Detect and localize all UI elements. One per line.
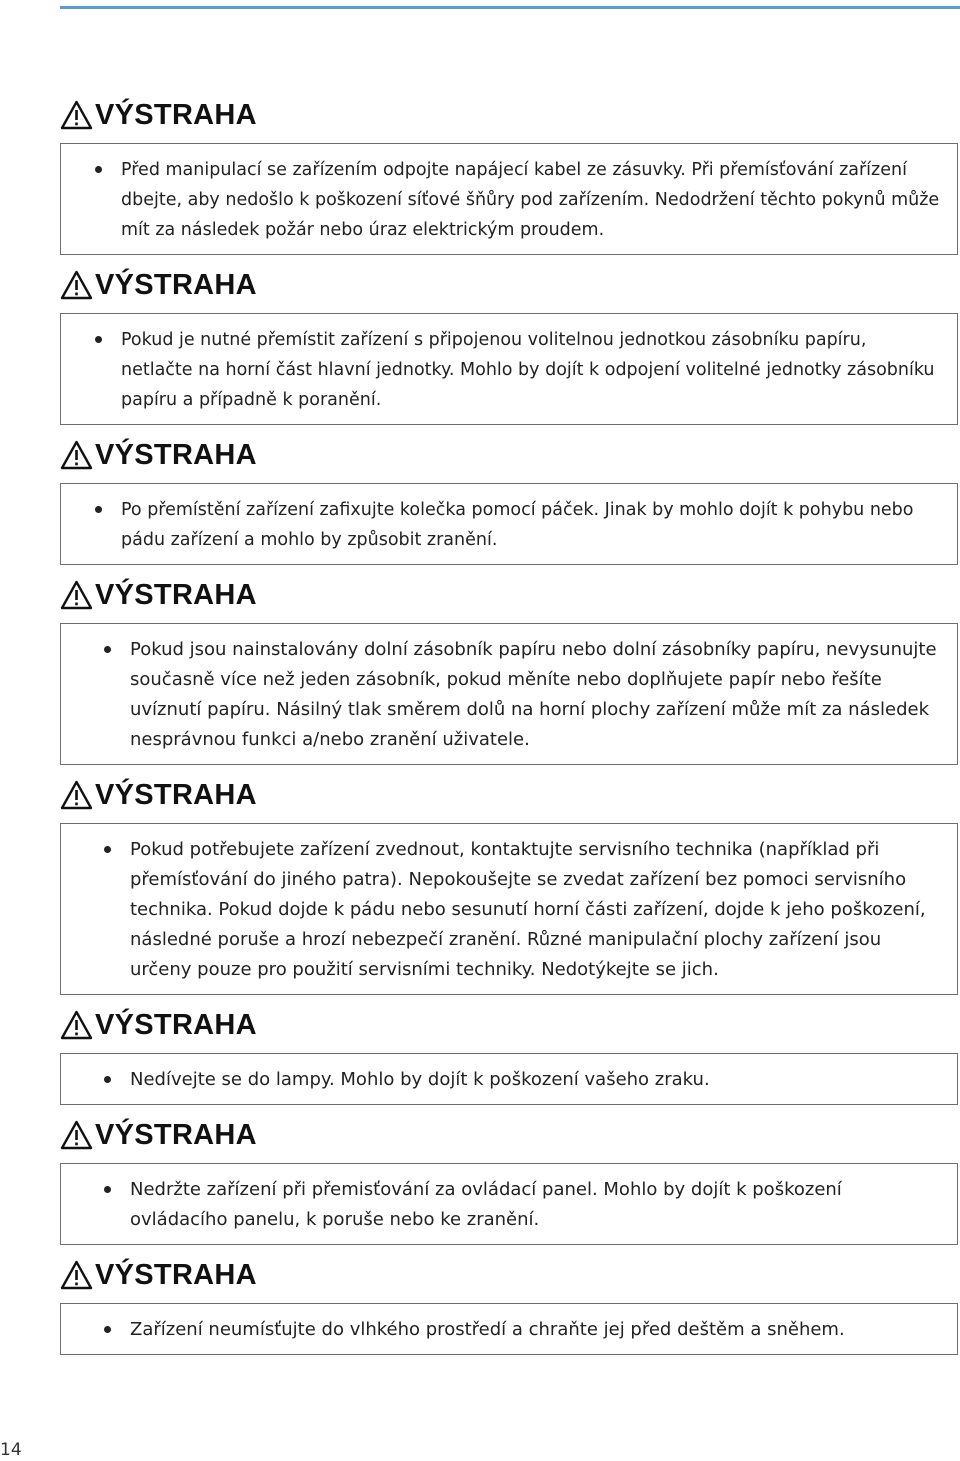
bullet-icon [104, 1326, 111, 1333]
warning-heading [60, 578, 257, 612]
warning-box [60, 483, 958, 565]
warning-triangle-icon [60, 440, 93, 470]
warning-heading [60, 778, 257, 812]
bullet-icon [104, 1186, 111, 1193]
warning-triangle-icon [60, 270, 93, 300]
warning-heading-label: VÝSTRAHA [95, 98, 257, 131]
warning-item [61, 155, 941, 245]
warning-triangle-icon [60, 100, 93, 130]
warning-item [61, 495, 941, 555]
warning-triangle-icon [60, 780, 93, 810]
warning-box [60, 143, 958, 255]
warning-box [60, 623, 958, 765]
warning-text: Pokud potřebujete zařízení zvednout, kontaktujte servisního technika (například při přemísťování do jiného patra). Nepokoušejte se zvedat zařízení bez pomoci servisního technika. Pokud dojde k pádu nebo sesunutí horní části zařízení, dojde k jeho poškození, následné poruše a hrozí nebezpečí zranění. Různé manipulační plochy zařízení jsou určeny pouze pro použití servisními techniky. Nedotýkejte se jich. [130, 839, 926, 980]
page-number: 14 [0, 1440, 22, 1460]
warning-text: Nedržte zařízení při přemisťování za ovládací panel. Mohlo by dojít k poškození ovládacího panelu, k poruše nebo ke zranění. [130, 1179, 842, 1230]
warning-heading [60, 1118, 257, 1152]
bullet-icon [95, 166, 102, 173]
warning-text: Po přemístění zařízení zafixujte kolečka pomocí páček. Jinak by mohlo dojít k pohybu nebo pádu zařízení a mohlo by způsobit zranění. [121, 500, 914, 550]
warning-heading-label: VÝSTRAHA [95, 268, 257, 301]
warning-triangle-icon [60, 1260, 93, 1290]
warning-item [61, 1175, 941, 1235]
warning-text: Pokud jsou nainstalovány dolní zásobník papíru nebo dolní zásobníky papíru, nevysunujte současně více než jeden zásobník, pokud měníte nebo doplňujete papír nebo řešíte uvíznutí papíru. Násilný tlak směrem dolů na horní plochy zařízení může mít za následek nesprávnou funkci a/nebo zranění uživatele. [130, 639, 937, 750]
warning-heading [60, 1008, 257, 1042]
warning-box [60, 313, 958, 425]
warning-triangle-icon [60, 580, 93, 610]
bullet-icon [104, 846, 111, 853]
warning-heading-label: VÝSTRAHA [95, 778, 257, 811]
bullet-icon [104, 1076, 111, 1083]
warning-box [60, 1163, 958, 1245]
warning-text: Pokud je nutné přemístit zařízení s připojenou volitelnou jednotkou zásobníku papíru, netlačte na horní část hlavní jednotky. Mohlo by dojít k odpojení volitelné jednotky zásobníku papíru a případně k poranění. [121, 330, 935, 410]
warning-item [61, 325, 941, 415]
warning-heading [60, 98, 257, 132]
warning-box [60, 1303, 958, 1355]
warning-item [61, 1315, 941, 1345]
warning-heading-label: VÝSTRAHA [95, 578, 257, 611]
warning-heading [60, 268, 257, 302]
top-rule [60, 6, 960, 9]
warning-triangle-icon [60, 1120, 93, 1150]
warning-text: Před manipulací se zařízením odpojte napájecí kabel ze zásuvky. Při přemísťování zařízení dbejte, aby nedošlo k poškození síťové šňůry pod zařízením. Nedodržení těchto pokynů může mít za následek požár nebo úraz elektrickým proudem. [121, 160, 940, 240]
warning-heading-label: VÝSTRAHA [95, 1008, 257, 1041]
warning-box [60, 823, 958, 995]
warning-heading-label: VÝSTRAHA [95, 438, 257, 471]
bullet-icon [95, 336, 102, 343]
warning-heading [60, 438, 257, 472]
warning-item [61, 1065, 941, 1095]
warning-triangle-icon [60, 1010, 93, 1040]
warning-heading-label: VÝSTRAHA [95, 1258, 257, 1291]
warning-heading-label: VÝSTRAHA [95, 1118, 257, 1151]
warning-item [61, 835, 941, 985]
warning-text: Nedívejte se do lampy. Mohlo by dojít k poškození vašeho zraku. [130, 1069, 710, 1090]
bullet-icon [104, 646, 111, 653]
bullet-icon [95, 506, 102, 513]
warning-box [60, 1053, 958, 1105]
warning-text: Zařízení neumísťujte do vlhkého prostředí a chraňte jej před deštěm a sněhem. [130, 1319, 845, 1340]
warning-item [61, 635, 941, 755]
warning-heading [60, 1258, 257, 1292]
